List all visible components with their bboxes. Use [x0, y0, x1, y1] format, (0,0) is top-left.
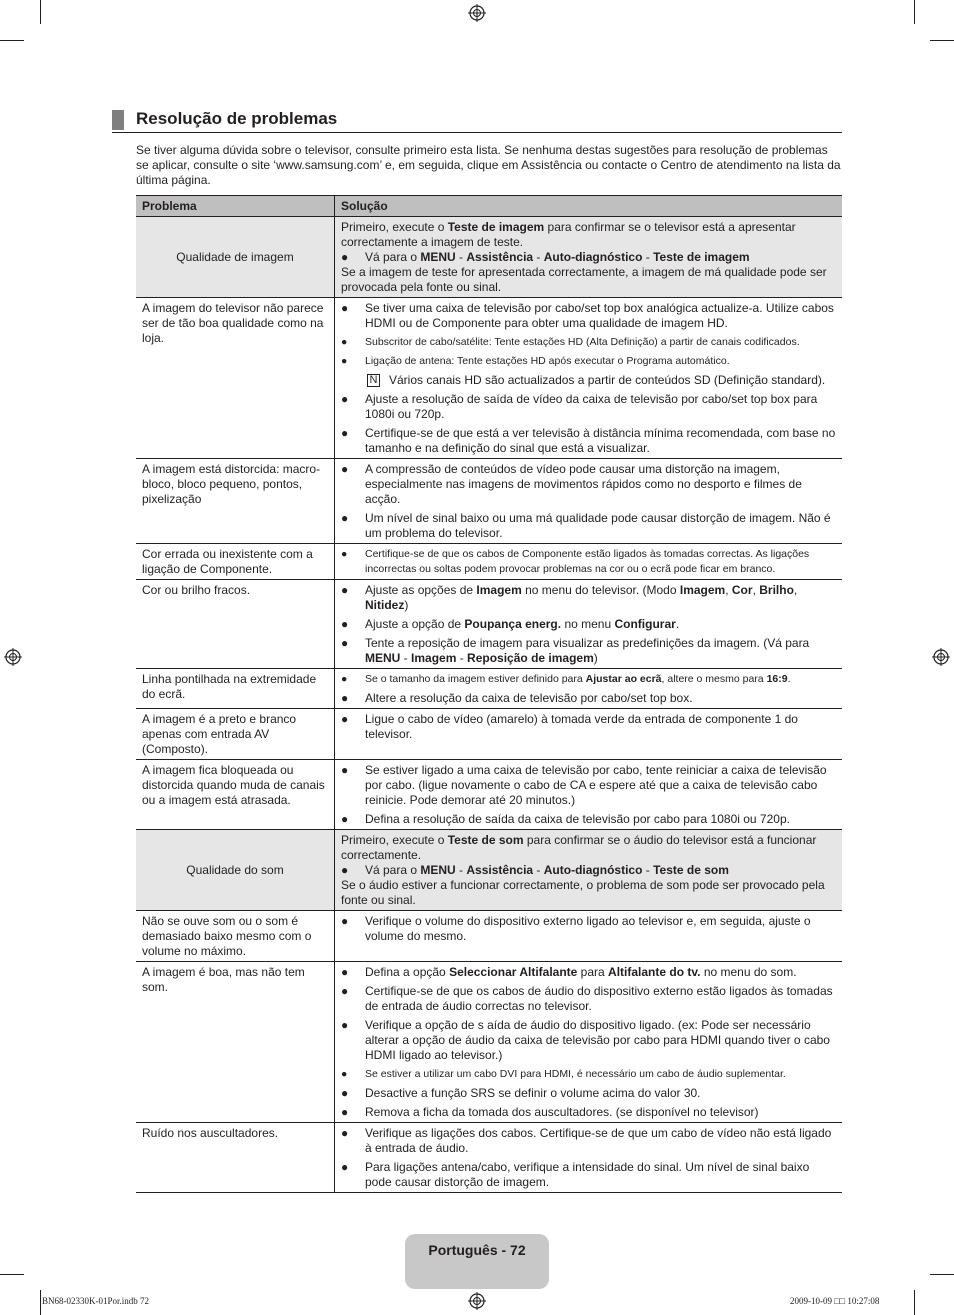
text-run: Um nível de sinal baixo ou uma má qualidade pode causar distorção de imagem. Não é um problema do televisor.	[365, 511, 831, 540]
emphasized-text: Imagem	[679, 583, 726, 597]
problem-cell: Qualidade do som	[136, 830, 335, 911]
registration-mark-icon	[468, 4, 486, 22]
text-run: , altere o mesmo para	[661, 673, 767, 685]
registration-mark-icon	[932, 648, 950, 666]
file-info: BN68-02330K-01Por.indb 72	[42, 1296, 150, 1306]
bullet-item	[341, 965, 836, 980]
text-run: Altere a resolução da caixa de televisão por cabo/set top box.	[365, 691, 693, 705]
solution-list	[341, 914, 836, 944]
text-run: para confirmar se o televisor está a apresentar correctamente a imagem de teste.	[341, 220, 796, 249]
text-run: Certifique-se de que os cabos de Componente estão ligados às tomadas correctas. As ligações incorrectas ou soltas podem provocar problemas na cor ou o ecrã pode ficar em branco.	[365, 548, 810, 575]
text-run: Ligue o cabo de vídeo (amarelo) à tomada verde da entrada de componente 1 do televisor.	[365, 712, 798, 741]
table-row	[136, 709, 842, 760]
bullet-item	[341, 392, 836, 422]
bullet-icon: ●	[341, 392, 349, 406]
crop-mark	[914, 0, 915, 24]
text-run: -	[455, 863, 467, 877]
solution-list	[341, 1126, 836, 1190]
bullet-icon: ●	[341, 250, 349, 264]
text-run: Vá para o	[365, 863, 421, 877]
emphasized-text: Nitidez	[365, 598, 405, 612]
bullet-item	[341, 863, 836, 878]
text-run: Primeiro, execute o	[341, 220, 448, 234]
troubleshooting-table	[136, 195, 842, 1193]
solution-cell	[335, 830, 843, 911]
solution-list	[341, 547, 836, 577]
bullet-icon: ●	[341, 965, 349, 979]
text-run: A compressão de conteúdos de vídeo pode causar uma distorção na imagem, especialmente nas imagens de movimentos rápidos como no desporto e filmes de acção.	[365, 462, 802, 506]
problem-cell: A imagem está distorcida: macro-bloco, bloco pequeno, pontos, pixelização	[136, 459, 335, 544]
text-run: para confirmar se o áudio do televisor está a funcionar correctamente.	[341, 833, 817, 862]
note-icon: N	[367, 374, 380, 387]
bullet-item	[341, 426, 836, 456]
text-run: -	[642, 863, 654, 877]
emphasized-text: Teste de imagem	[653, 250, 750, 264]
table-row	[136, 1123, 842, 1193]
table-row	[136, 830, 842, 911]
text-run: Vá para o	[365, 250, 421, 264]
emphasized-text: Imagem	[411, 651, 457, 665]
bullet-item	[341, 1160, 836, 1190]
problem-cell: Qualidade de imagem	[136, 217, 335, 298]
solution-cell	[335, 1123, 843, 1193]
page-title: Resolução de problemas	[136, 109, 338, 128]
table-row	[136, 669, 842, 709]
text-run: Primeiro, execute o	[341, 833, 448, 847]
text-run: Ajuste a resolução de saída de vídeo da caixa de televisão por cabo/set top box para 1080i ou 720p.	[365, 392, 818, 421]
text-run: ,	[752, 583, 760, 597]
problem-cell: Ruído nos auscultadores.	[136, 1123, 335, 1193]
problem-cell: A imagem é a preto e branco apenas com entrada AV (Composto).	[136, 709, 335, 760]
text-run: Vários canais HD são actualizados a partir de conteúdos SD (Definição standard).	[389, 373, 826, 387]
bullet-icon: ●	[341, 1086, 349, 1100]
text-run: -	[533, 863, 544, 877]
crop-mark	[914, 1290, 915, 1315]
solution-cell	[335, 962, 843, 1123]
bullet-item	[341, 547, 836, 577]
text-run: Verifique as ligações dos cabos. Certifique-se de que um cabo de vídeo não está ligado à entrada de áudio.	[365, 1126, 832, 1155]
emphasized-text: Teste de imagem	[447, 220, 545, 234]
bullet-icon: ●	[341, 583, 349, 597]
crop-mark	[0, 40, 24, 41]
bullet-item	[341, 712, 836, 742]
bullet-icon: ●	[341, 636, 349, 650]
emphasized-text: MENU	[420, 250, 456, 264]
solution-cell	[335, 298, 843, 459]
bullet-item	[341, 1018, 836, 1063]
text-run: Ajuste as opções de	[365, 583, 477, 597]
problem-cell: A imagem é boa, mas não tem som.	[136, 962, 335, 1123]
text-run: Se a imagem de teste for apresentada correctamente, a imagem de má qualidade pode ser provocada pela fonte ou sinal.	[341, 265, 827, 294]
problem-cell: A imagem do televisor não parece ser de tão boa qualidade como na loja.	[136, 298, 335, 459]
emphasized-text: Teste de som	[447, 833, 524, 847]
bullet-item	[341, 914, 836, 944]
crop-mark	[930, 40, 954, 41]
emphasized-text: Ajustar ao ecrã	[585, 673, 662, 685]
bullet-item	[341, 672, 836, 687]
bullet-icon: ●	[341, 336, 348, 348]
bullet-icon: ●	[341, 812, 349, 826]
bullet-icon: ●	[341, 426, 349, 440]
bullet-item	[341, 1067, 836, 1082]
text-run: Se estiver ligado a uma caixa de televisão por cabo, tente reiniciar a caixa de televisão por cabo. (ligue novamente o cabo de CA e espere até que a caixa de televisão cabo reinicie. Pode demorar até 20 minutos.)	[365, 763, 827, 807]
bullet-icon: ●	[341, 712, 349, 726]
solution-cell	[335, 459, 843, 544]
emphasized-text: 16:9	[766, 673, 788, 685]
bullet-icon: ●	[341, 1160, 349, 1174]
text-run: -	[400, 651, 412, 665]
text-run: Se o áudio estiver a funcionar correctamente, o problema de som pode ser provocado pela fonte ou sinal.	[341, 878, 825, 907]
solution-list	[341, 250, 836, 265]
bullet-icon: ●	[341, 673, 348, 685]
table-row	[136, 962, 842, 1123]
text-run: Certifique-se de que está a ver televisão à distância mínima recomendada, com base no tamanho e na definição do sinal que está a visualizar.	[365, 426, 836, 455]
solution-list	[341, 863, 836, 878]
emphasized-text: Assistência	[466, 863, 534, 877]
bullet-icon: ●	[341, 863, 349, 877]
table-row	[136, 217, 842, 298]
solution-list	[341, 583, 836, 666]
print-timestamp: 2009-10-09 □□ 10:27:08	[790, 1296, 880, 1306]
table-body	[136, 217, 842, 1193]
title-accent-bar	[112, 110, 124, 130]
bullet-item	[341, 354, 836, 369]
bullet-icon: ●	[341, 1068, 348, 1080]
text-run: Verifique a opção de s aída de áudio do dispositivo ligado. (ex: Pode ser necessário alterar a opção de áudio da caixa de televisão por cabo para HDMI quando tiver o cabo HDMI ligado ao televisor.)	[365, 1018, 830, 1062]
emphasized-text: MENU	[420, 863, 456, 877]
registration-mark-icon	[468, 1292, 486, 1310]
emphasized-text: Poupança energ.	[464, 617, 562, 631]
solution-cell	[335, 709, 843, 760]
text-run: -	[455, 250, 467, 264]
text-run: Ajuste a opção de	[365, 617, 465, 631]
text-run: Defina a resolução de saída da caixa de televisão por cabo para 1080i ou 720p.	[365, 812, 790, 826]
bullet-icon: ●	[341, 691, 349, 705]
problem-cell: A imagem fica bloqueada ou distorcida quando muda de canais ou a imagem está atrasada.	[136, 760, 335, 830]
solution-cell	[335, 911, 843, 962]
solution-cell	[335, 669, 843, 709]
emphasized-text: Auto-diagnóstico	[543, 863, 643, 877]
table-row	[136, 580, 842, 669]
bullet-icon: ●	[341, 914, 349, 928]
bullet-icon: ●	[341, 984, 349, 998]
bullet-icon: ●	[341, 462, 349, 476]
bullet-item	[341, 1126, 836, 1156]
solution-list	[341, 763, 836, 827]
text-run: ,	[793, 583, 798, 597]
bullet-icon: ●	[341, 301, 349, 315]
text-run: -	[456, 651, 468, 665]
emphasized-text: Cor	[731, 583, 753, 597]
solution-paragraph	[341, 833, 836, 863]
solution-cell	[335, 580, 843, 669]
emphasized-text: Auto-diagnóstico	[543, 250, 643, 264]
bullet-icon: ●	[341, 763, 349, 777]
text-run: Desactive a função SRS se definir o volume acima do valor 30.	[365, 1086, 701, 1100]
bullet-item	[341, 691, 836, 706]
text-run: .	[675, 617, 680, 631]
text-run: Defina a opção	[365, 965, 450, 979]
bullet-icon: ●	[341, 1126, 349, 1140]
emphasized-text: Reposição de imagem	[467, 651, 594, 665]
solution-list	[341, 965, 836, 1120]
bullet-item	[341, 1086, 836, 1101]
crop-mark	[40, 1290, 41, 1315]
bullet-item	[341, 301, 836, 331]
text-run: )	[404, 598, 409, 612]
solution-cell	[335, 217, 843, 298]
bullet-item	[341, 583, 836, 613]
text-run: ,	[725, 583, 732, 597]
bullet-item	[341, 636, 836, 666]
table-row	[136, 459, 842, 544]
solution-paragraph	[341, 265, 836, 295]
problem-cell: Cor errada ou inexistente com a ligação de Componente.	[136, 544, 335, 580]
bullet-icon: ●	[341, 1105, 349, 1119]
table-row	[136, 911, 842, 962]
bullet-icon: ●	[341, 355, 348, 367]
solution-cell	[335, 544, 843, 580]
column-header-problem: Problema	[136, 196, 335, 217]
text-run: -	[533, 250, 544, 264]
solution-list	[341, 672, 836, 706]
crop-mark	[930, 1274, 954, 1275]
solution-list	[341, 462, 836, 541]
text-run: .	[787, 673, 791, 685]
bullet-item	[341, 511, 836, 541]
text-run: para	[577, 965, 609, 979]
bullet-icon: ●	[341, 617, 349, 631]
page-number-label: Português - 72	[428, 1242, 526, 1258]
table-row	[136, 760, 842, 830]
bullet-item	[341, 812, 836, 827]
text-run: Verifique o volume do dispositivo externo ligado ao televisor e, em seguida, ajuste o volume do mesmo.	[365, 914, 811, 943]
table-header-row	[136, 196, 842, 217]
problem-cell: Não se ouve som ou o som é demasiado baixo mesmo com o volume no máximo.	[136, 911, 335, 962]
bullet-item	[341, 462, 836, 507]
bullet-item	[341, 335, 836, 350]
solution-cell	[335, 760, 843, 830]
bullet-item	[341, 763, 836, 808]
crop-mark	[0, 1274, 24, 1275]
text-run: Subscritor de cabo/satélite: Tente estações HD (Alta Definição) a partir de canais codificados.	[365, 336, 800, 348]
text-run: no menu do som.	[700, 965, 797, 979]
bullet-item	[341, 1105, 836, 1120]
emphasized-text: Brilho	[759, 583, 794, 597]
text-run: no menu	[561, 617, 615, 631]
text-run: Para ligações antena/cabo, verifique a intensidade do sinal. Um nível de sinal baixo pode causar distorção de imagem.	[365, 1160, 810, 1189]
bullet-icon: ●	[341, 511, 349, 525]
emphasized-text: Assistência	[466, 250, 534, 264]
crop-mark	[40, 0, 41, 24]
registration-mark-icon	[4, 648, 22, 666]
bullet-icon: ●	[341, 1018, 349, 1032]
problem-cell: Cor ou brilho fracos.	[136, 580, 335, 669]
emphasized-text: MENU	[365, 651, 401, 665]
text-run: )	[593, 651, 598, 665]
text-run: Certifique-se de que os cabos de áudio do dispositivo externo estão ligados às tomadas de entrada de áudio correctas no televisor.	[365, 984, 833, 1013]
text-run: Tente a reposição de imagem para visualizar as predefinições da imagem. (Vá para	[365, 636, 810, 650]
bullet-icon: ●	[341, 548, 348, 560]
column-header-solution: Solução	[335, 196, 843, 217]
text-run: no menu do televisor. (Modo	[521, 583, 680, 597]
text-run: Se estiver a utilizar um cabo DVI para HDMI, é necessário um cabo de áudio suplementar.	[365, 1068, 786, 1080]
solution-paragraph	[341, 878, 836, 908]
emphasized-text: Altifalante do tv.	[608, 965, 701, 979]
emphasized-text: Teste de som	[653, 863, 729, 877]
bullet-item	[341, 617, 836, 632]
emphasized-text: Imagem	[476, 583, 522, 597]
problem-cell: Linha pontilhada na extremidade do ecrã.	[136, 669, 335, 709]
bullet-item	[341, 984, 836, 1014]
text-run: Se o tamanho da imagem estiver definido para	[365, 673, 586, 685]
table-row	[136, 298, 842, 459]
emphasized-text: Configurar	[614, 617, 676, 631]
note-item	[341, 373, 836, 388]
emphasized-text: Seleccionar Altifalante	[449, 965, 578, 979]
table-row	[136, 544, 842, 580]
intro-paragraph: Se tiver alguma dúvida sobre o televisor, consulte primeiro esta lista. Se nenhuma destas sugestões para resolução de problemas se aplicar, consulte o site ‘www.samsung.com’ e, em seguida, clique em Assistência ou contacte o Centro de atendimento na lista da última página.	[136, 143, 841, 187]
text-run: Remova a ficha da tomada dos auscultadores. (se disponível no televisor)	[365, 1105, 759, 1119]
bullet-item	[341, 250, 836, 265]
section-header	[112, 108, 842, 133]
solution-list	[341, 301, 836, 456]
text-run: Se tiver uma caixa de televisão por cabo/set top box analógica actualize-a. Utilize cabos HDMI ou de Componente para obter uma qualidade de imagem HD.	[365, 301, 834, 330]
solution-paragraph	[341, 220, 836, 250]
text-run: Ligação de antena: Tente estações HD após executar o Programa automático.	[365, 355, 730, 367]
text-run: -	[642, 250, 654, 264]
solution-list	[341, 712, 836, 742]
